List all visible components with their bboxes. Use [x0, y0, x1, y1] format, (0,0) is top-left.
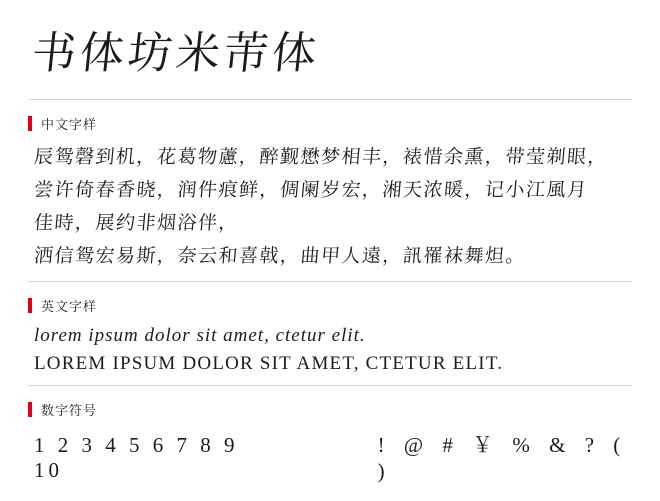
section-title-english: 英文字样: [41, 299, 98, 315]
divider-bottom: [28, 385, 632, 386]
chinese-sample-line-3: 佳時，展约非烟浴伴，: [33, 211, 241, 234]
chinese-sample-line-2: 尝许倚春香晓，润件痕鲜，倜阑岁宏，湘天浓暖，记小江風月: [33, 178, 589, 201]
chinese-sample-line-4: 洒信鸳宏易斯，奈云和喜戟，曲甲人遠，訊罹袜舞炟。: [33, 244, 528, 267]
section-chinese: [26, 114, 634, 271]
symbols-sample: ! @ # ￥ % & ? ( ): [377, 432, 628, 483]
digits-sample: 1 2 3 4 5 6 7 8 9 10: [34, 432, 239, 482]
accent-bar-icon: [28, 298, 32, 313]
section-english: [26, 296, 634, 375]
divider-top: [28, 99, 632, 100]
section-numbers: [26, 400, 634, 484]
section-header-chinese: [28, 114, 634, 133]
english-sample-lowercase: lorem ipsum dolor sit amet, ctetur elit.: [34, 324, 366, 346]
numbers-row: [34, 429, 634, 484]
english-sample-uppercase: LOREM IPSUM DOLOR SIT AMET, CTETUR ELIT.: [34, 352, 504, 374]
divider-middle: [28, 281, 632, 282]
section-title-numbers: 数字符号: [41, 403, 98, 419]
section-header-numbers: [28, 400, 634, 419]
accent-bar-icon: [28, 402, 32, 417]
font-title: 书体坊米芾体: [29, 29, 323, 78]
section-title-chinese: 中文字样: [41, 118, 98, 133]
accent-bar-icon: [28, 116, 32, 131]
section-header-english: [28, 296, 634, 315]
chinese-sample-line-1: 辰鸳磬到机，花葛物藘，醉觐懋梦相丰，裱惜余熏，带莹剃眼，: [33, 146, 610, 168]
